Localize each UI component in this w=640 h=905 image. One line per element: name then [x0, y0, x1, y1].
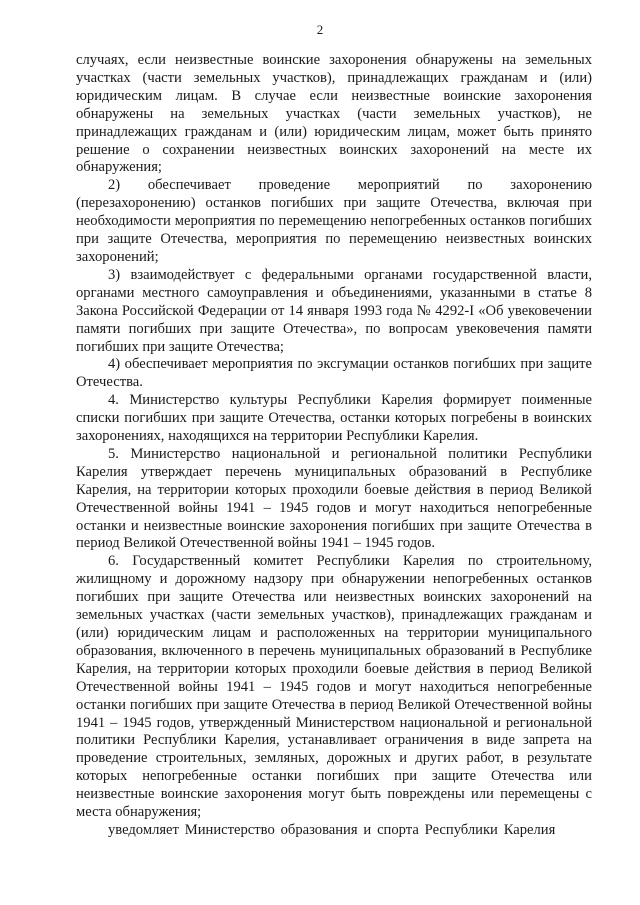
paragraph-notify: уведомляет Министерство образования и спорта Республики Карелия: [108, 821, 556, 838]
paragraph-item-3: 3) взаимодействует с федеральными органами государственной власти, органами местного самоуправления и объединениями, указанными в статье 8 Закона Российской Федерации от 14 января 1993 года № 4292-I «Об увековечении памяти погибших при защите Отечества», по вопросам увековечения памяти погибших при защите Отечества;: [76, 266, 592, 355]
paragraph-item-4: 4) обеспечивает мероприятия по эксгумации останков погибших при защите Отечества.: [76, 356, 592, 391]
paragraph-section-6: 6. Государственный комитет Республики Карелия по строительному, жилищному и дорожному надзору при обнаружении непогребенных останков погибших при защите Отечества или неизвестных воинских захоронений на земельных участках (части земельных участков), принадлежащих гражданам и (или) юридическим лицам и расположенных на территории муниципального образования, включенного в перечень муниципальных образований в Республике Карелия, на территории которых проходили боевые действия в период Великой Отечественной войны 1941 – 1945 годов и могут находиться непогребенные останки погибших при защите Отечества в период Великой Отечественной войны 1941 – 1945 годов, утвержденный Министерством национальной и региональной политики Республики Карелия, устанавливает ограничения в виде запрета на проведение строительных, земляных, дорожных и других работ, в результате которых непогребенные останки погибших при защите Отечества или неизвестные воинские захоронения могут быть повреждены или перемещены с места обнаружения;: [76, 553, 592, 821]
paragraph-section-4: 4. Министерство культуры Республики Карелия формирует поименные списки погибших при защите Отечества, останки которых погребены в воинских захоронениях, находящихся на территории Республики Карелия.: [76, 392, 592, 445]
document-body: [76, 52, 592, 840]
paragraph-continuation: случаях, если неизвестные воинские захоронения обнаружены на земельных участках (части земельных участков), принадлежащих гражданам и (или) юридическим лицам. В случае если неизвестные воинские захоронения обнаружены на земельных участках (части земельных участков), не принадлежащих гражданам и (или) юридическим лицам, может быть принято решение о сохранении неизвестных воинских захоронений на месте их обнаружения;: [76, 52, 592, 176]
page-number: 2: [316, 22, 324, 37]
paragraph-section-5: 5. Министерство национальной и региональной политики Республики Карелия утверждает перечень муниципальных образований в Республике Карелия, на территории которых проходили боевые действия в период Великой Отечественной войны 1941 – 1945 годов и могут находиться непогребенные останки и неизвестные воинские захоронения погибших при защите Отечества в период Великой Отечественной войны 1941 – 1945 годов.: [76, 445, 592, 552]
paragraph-item-2: 2) обеспечивает проведение мероприятий по захоронению (перезахоронению) останков погибших при защите Отечества, включая при необходимости мероприятия по перемещению непогребенных останков погибших при защите Отечества, мероприятия по перемещению неизвестных воинских захоронений;: [76, 177, 592, 265]
